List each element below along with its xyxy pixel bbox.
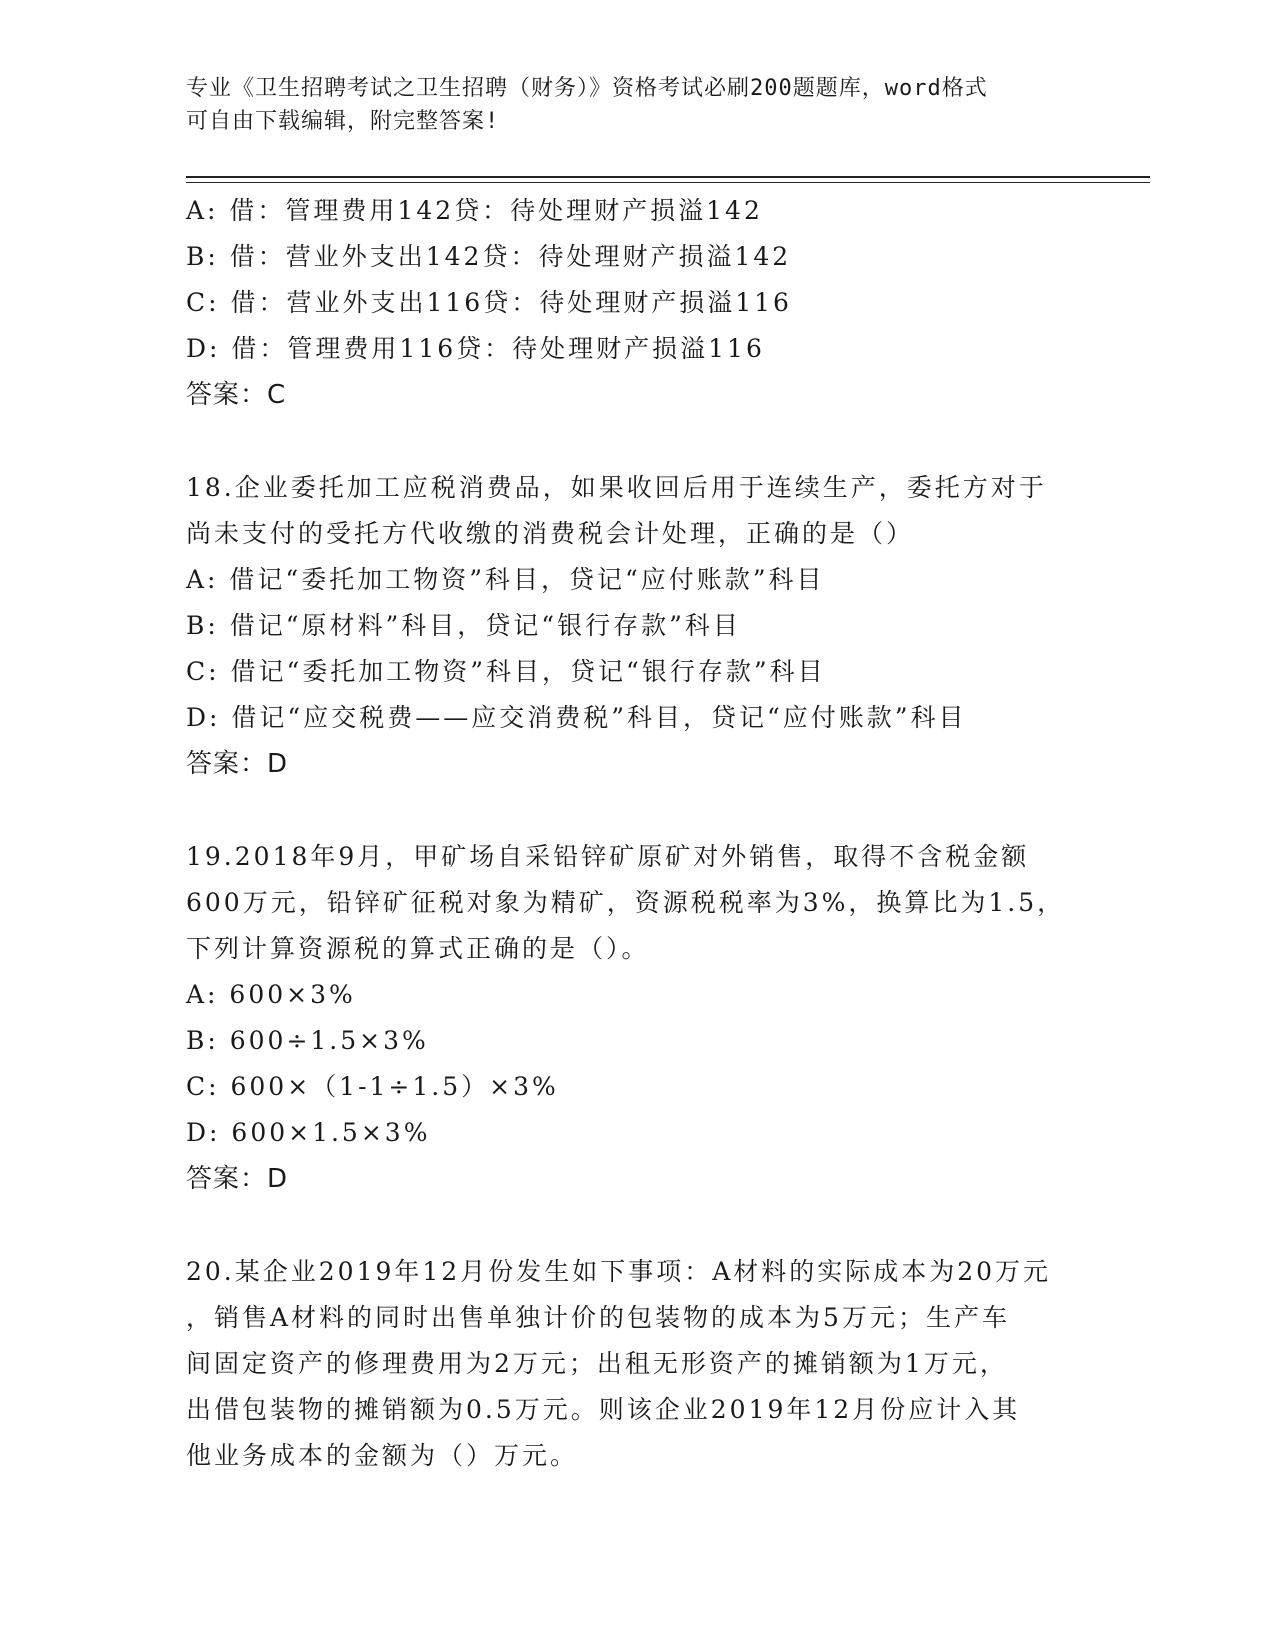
question-17 bbox=[186, 188, 1086, 418]
answer-line: 答案：D bbox=[186, 1164, 289, 1194]
question-stem-line: ，销售A材料的同时出售单独计价的包装物的成本为5万元；生产车 bbox=[186, 1303, 1010, 1332]
question-18 bbox=[186, 465, 1086, 787]
answer-line: 答案：C bbox=[186, 380, 287, 410]
option-c: C: 借：营业外支出116贷：待处理财产损溢116 bbox=[186, 288, 792, 317]
question-stem-line: 18.企业委托加工应税消费品，如果收回后用于连续生产，委托方对于 bbox=[186, 473, 1047, 502]
option-d: D: 600×1.5×3% bbox=[186, 1118, 431, 1147]
question-stem-line: 尚未支付的受托方代收缴的消费税会计处理，正确的是（） bbox=[186, 519, 915, 548]
header-divider-thick bbox=[186, 176, 1150, 178]
question-20 bbox=[186, 1249, 1086, 1479]
question-stem-line: 20.某企业2019年12月份发生如下事项：A材料的实际成本为20万元 bbox=[186, 1257, 1052, 1286]
option-c: C: 600×（1-1÷1.5）×3% bbox=[186, 1072, 559, 1101]
option-a: A: 600×3% bbox=[186, 980, 356, 1009]
option-c: C: 借记“委托加工物资”科目，贷记“银行存款”科目 bbox=[186, 657, 826, 686]
option-b: B: 借记“原材料”科目，贷记“银行存款”科目 bbox=[186, 611, 741, 640]
question-spacer bbox=[186, 418, 1086, 465]
option-d: D: 借：管理费用116贷：待处理财产损溢116 bbox=[186, 334, 765, 363]
option-a: A: 借：管理费用142贷：待处理财产损溢142 bbox=[186, 196, 763, 225]
question-stem-line: 出借包装物的摊销额为0.5万元。则该企业2019年12月份应计入其 bbox=[186, 1395, 1021, 1424]
option-b: B: 600÷1.5×3% bbox=[186, 1026, 429, 1055]
question-spacer bbox=[186, 1202, 1086, 1249]
header-line-1: 专业《卫生招聘考试之卫生招聘（财务）》资格考试必刷200题题库，word格式 bbox=[186, 76, 988, 101]
question-stem-line: 600万元，铅锌矿征税对象为精矿，资源税税率为3%，换算比为1.5， bbox=[186, 888, 1066, 917]
document-header bbox=[186, 72, 1066, 138]
option-d: D: 借记“应交税费——应交消费税”科目，贷记“应付账款”科目 bbox=[186, 703, 967, 732]
question-stem-line: 他业务成本的金额为（）万元。 bbox=[186, 1441, 579, 1470]
question-spacer bbox=[186, 787, 1086, 834]
question-stem-line: 间固定资产的修理费用为2万元；出租无形资产的摊销额为1万元， bbox=[186, 1349, 1008, 1378]
answer-line: 答案：D bbox=[186, 749, 289, 779]
option-a: A: 借记“委托加工物资”科目，贷记“应付账款”科目 bbox=[186, 565, 825, 594]
question-19 bbox=[186, 834, 1086, 1202]
question-stem-line: 下列计算资源税的算式正确的是（）。 bbox=[186, 934, 650, 963]
header-divider-thin bbox=[186, 182, 1150, 183]
question-stem-line: 19.2018年9月，甲矿场自采铅锌矿原矿对外销售，取得不含税金额 bbox=[186, 842, 1030, 871]
question-content bbox=[186, 188, 1086, 1479]
option-b: B: 借：营业外支出142贷：待处理财产损溢142 bbox=[186, 242, 792, 271]
header-line-2: 可自由下载编辑，附完整答案! bbox=[186, 109, 500, 134]
